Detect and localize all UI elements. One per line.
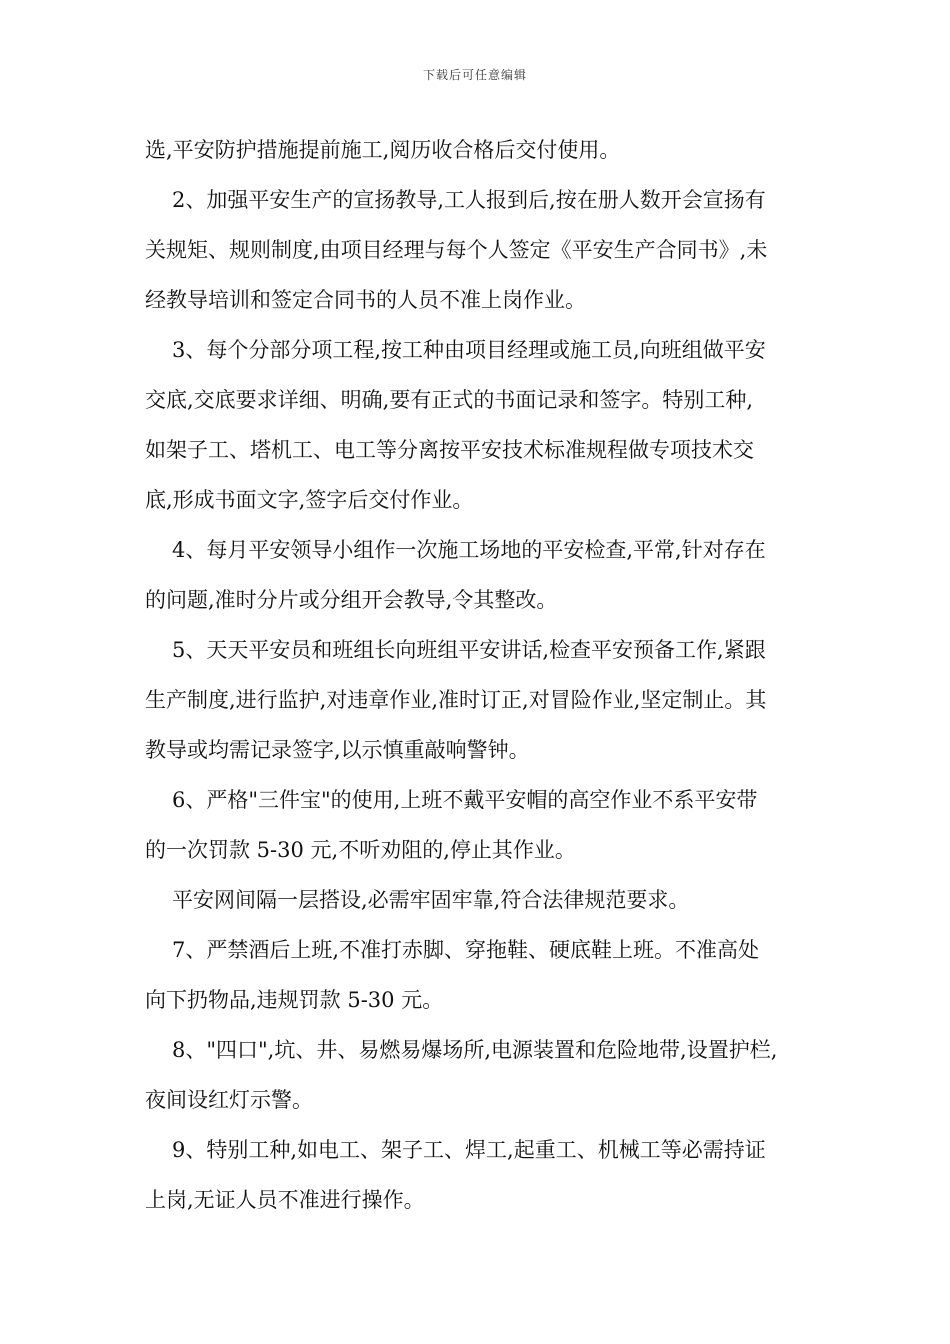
text-line: 选,平安防护措施提前施工,阅历收合格后交付使用。	[145, 138, 621, 162]
text-line: 4、每月平安领导小组作一次施工场地的平安检查,平常,针对存在	[172, 538, 766, 562]
text-line: 生产制度,进行监护,对违章作业,准时订正,对冒险作业,坚定制止。其	[145, 688, 767, 712]
page-header: 下载后可任意编辑	[422, 68, 527, 82]
text-line: 的一次罚款 5-30 元,不听劝阻的,停止其作业。	[145, 838, 576, 862]
text-line: 上岗,无证人员不准进行操作。	[145, 1188, 425, 1212]
text-line: 3、每个分部分项工程,按工种由项目经理或施工员,向班组做平安	[172, 338, 766, 362]
text-line: 8、"四口",坑、井、易燃易爆场所,电源装置和危险地带,设置护栏,	[172, 1038, 778, 1062]
text-line: 教导或均需记录签字,以示慎重敲响警钟。	[145, 738, 530, 762]
text-line: 的问题,准时分片或分组开会教导,令其整改。	[145, 588, 558, 612]
text-line: 经教导培训和签定合同书的人员不准上岗作业。	[145, 288, 586, 312]
text-line: 底,形成书面文字,签字后交付作业。	[145, 488, 474, 512]
document-body	[145, 128, 815, 1228]
text-line: 6、严格"三件宝"的使用,上班不戴平安帽的高空作业不系平安带	[172, 788, 758, 812]
text-line: 如架子工、塔机工、电工等分离按平安技术标准规程做专项技术交	[145, 438, 754, 462]
text-line: 交底,交底要求详细、明确,要有正式的书面记录和签字。特别工种,	[145, 388, 754, 412]
text-line: 5、天天平安员和班组长向班组平安讲话,检查平安预备工作,紧跟	[172, 638, 766, 662]
text-line: 9、特别工种,如电工、架子工、焊工,起重工、机械工等必需持证	[172, 1138, 766, 1162]
text-line: 平安网间隔一层搭设,必需牢固牢靠,符合法律规范要求。	[172, 888, 690, 912]
text-line: 关规矩、规则制度,由项目经理与每个人签定《平安生产合同书》,未	[145, 238, 768, 262]
text-line: 7、严禁酒后上班,不准打赤脚、穿拖鞋、硬底鞋上班。不准高处	[172, 938, 760, 962]
text-line: 向下扔物品,违规罚款 5-30 元。	[145, 988, 444, 1012]
text-line: 2、加强平安生产的宣扬教导,工人报到后,按在册人数开会宣扬有	[172, 188, 766, 212]
text-line: 夜间设红灯示警。	[145, 1088, 313, 1112]
